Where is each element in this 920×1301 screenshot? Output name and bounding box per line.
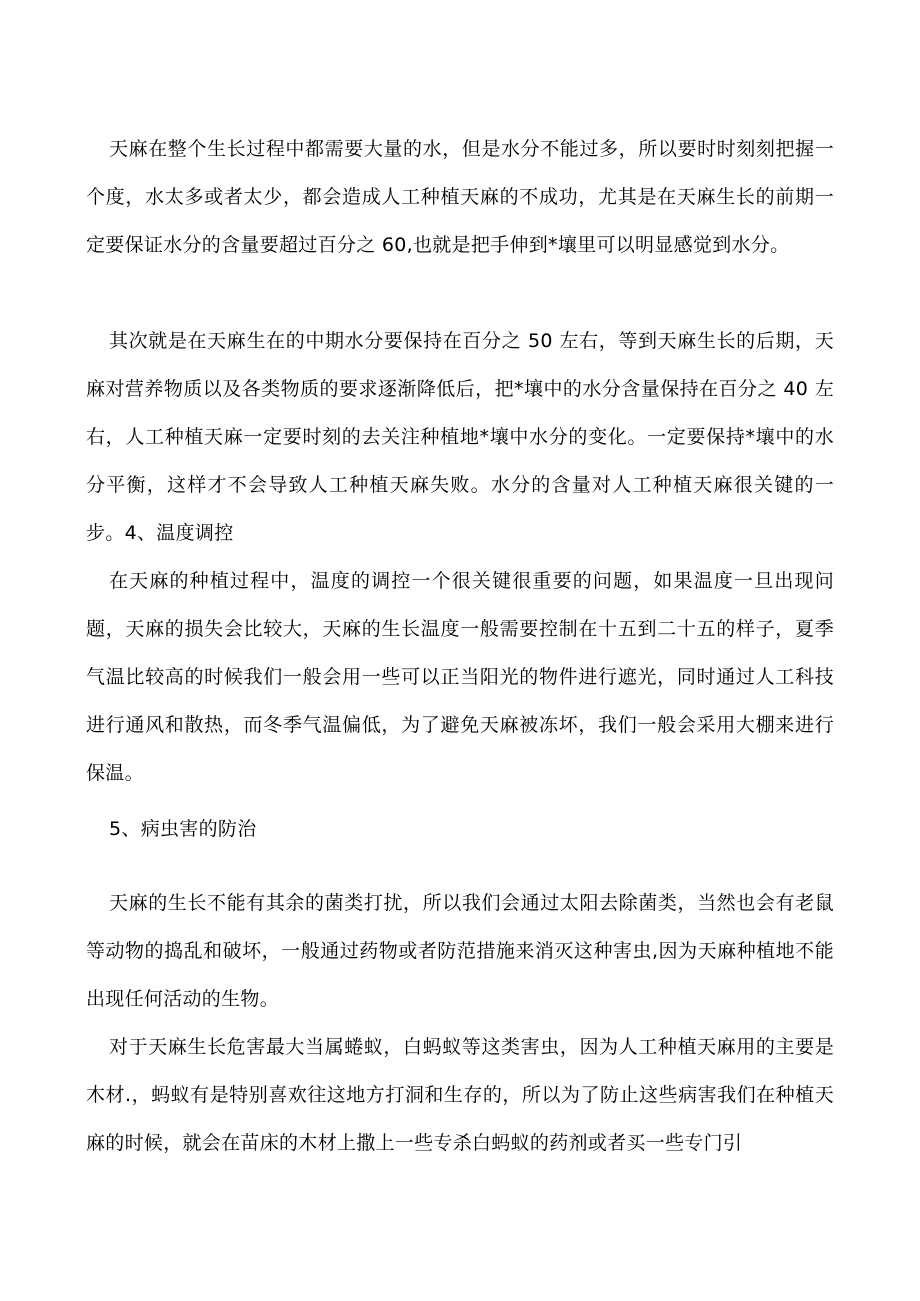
section-heading-pest-control: 5、病虫害的防治 [109, 818, 257, 840]
paragraph-termites: 对于天麻生长危害最大当属蜷蚁，白蚂蚁等这类害虫，因为人工种植天麻用的主要是木材.，蚂蚁有是特别喜欢往这地方打洞和生存的，所以为了防止这些病害我们在种植天麻的时候，就会在苗床的木材上撒上一些专杀白蚂蚁的药剂或者买一些专门引 [86, 1036, 834, 1154]
paragraph-water-requirement: 天麻在整个生长过程中都需要大量的水，但是水分不能过多，所以要时时刻刻把握一个度，水太多或者太少，都会造成人工种植天麻的不成功，尤其是在天麻生长的前期一定要保证水分的含量要超过百分之 60,也就是把手伸到*壤里可以明显感觉到水分。 [86, 138, 834, 256]
paragraph-water-middle-late-stage: 其次就是在天麻生在的中期水分要保持在百分之 50 左右，等到天麻生长的后期，天麻对营养物质以及各类物质的要求逐渐降低后，把*壤中的水分含量保持在百分之 40 左右，人工种植天麻一定要时刻的去关注种植地*壤中水分的变化。一定要保持*壤中的水分平衡，这样才不会导致人工种植天麻失败。水分的含量对人工种植天麻很关键的一步。4、温度调控 [86, 330, 834, 544]
paragraph-fungi-and-animals: 天麻的生长不能有其余的菌类打扰，所以我们会通过太阳去除菌类，当然也会有老鼠等动物的捣乱和破坏，一般通过药物或者防范措施来消灭这种害虫,因为天麻种植地不能出现任何活动的生物。 [86, 892, 834, 1010]
paragraph-temperature-control: 在天麻的种植过程中，温度的调控一个很关键很重要的问题，如果温度一旦出现问题，天麻的损失会比较大，天麻的生长温度一般需要控制在十五到二十五的样子，夏季气温比较高的时候我们一般会用一些可以正当阳光的物件进行遮光，同时通过人工科技进行通风和散热，而冬季气温偏低，为了避免天麻被冻坏，我们一般会采用大棚来进行保温。 [86, 570, 834, 784]
